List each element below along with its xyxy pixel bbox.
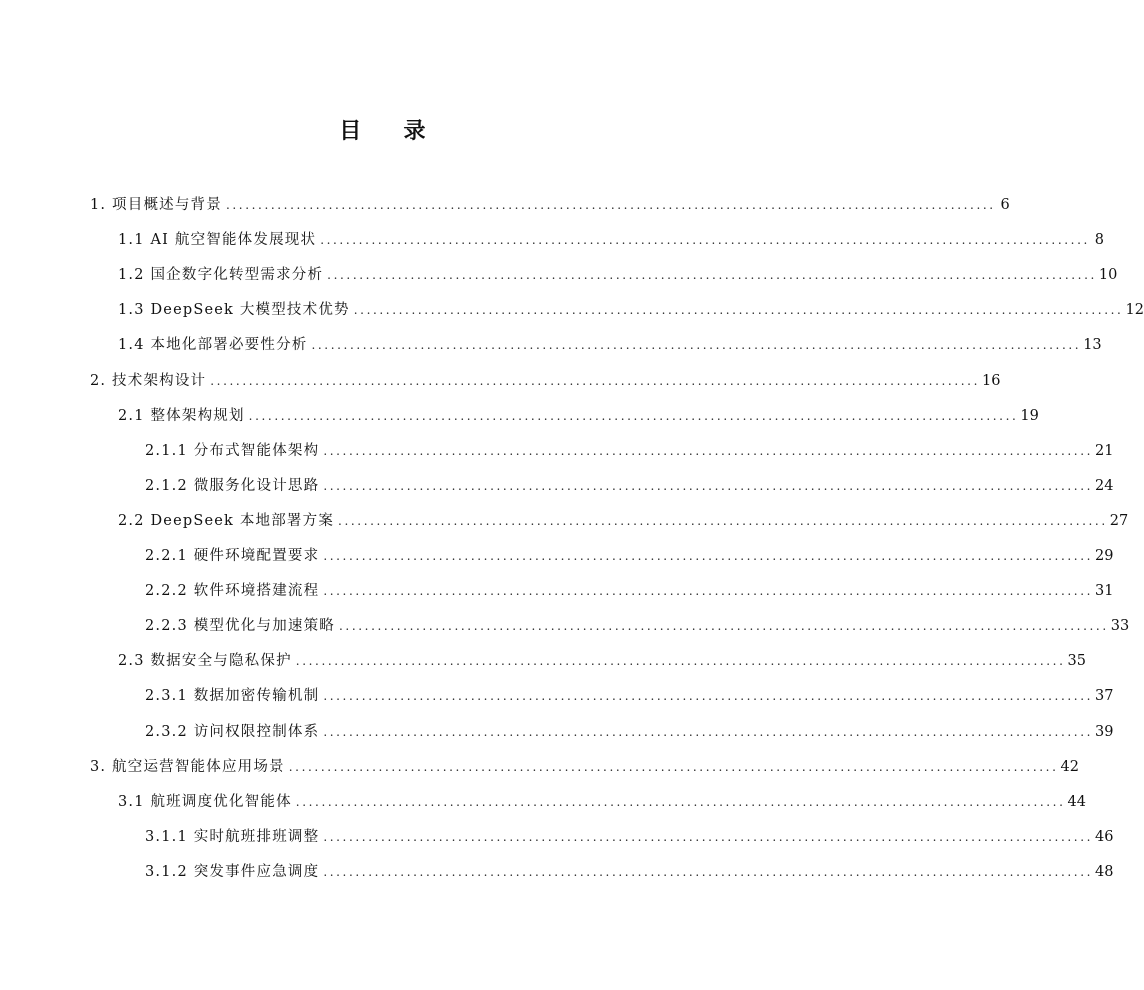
toc-entry-label: 1.1 AI 航空智能体发展现状 (118, 232, 317, 248)
toc-entry-page-number: 29 (1095, 548, 1114, 564)
toc-leader-dots: ........................................................................................................................ (327, 268, 1097, 282)
toc-entry-label: 1. 项目概述与背景 (90, 197, 222, 213)
toc-leader-dots: ........................................................................................................................ (323, 479, 1094, 493)
toc-entry[interactable] (90, 756, 1079, 778)
toc-leader-dots: ........................................................................................................................ (210, 374, 980, 388)
toc-leader-dots: ........................................................................................................................ (339, 619, 1109, 633)
toc-entry[interactable] (118, 405, 1039, 427)
toc-entry-label: 1.2 国企数字化转型需求分析 (118, 267, 324, 283)
toc-entry-label: 2.2.3 模型优化与加速策略 (145, 618, 336, 634)
toc-entry-label: 2.1 整体架构规划 (118, 408, 245, 424)
toc-entry-page-number: 8 (1094, 232, 1104, 248)
toc-entry[interactable] (145, 440, 1114, 462)
toc-entry-label: 3. 航空运营智能体应用场景 (90, 759, 285, 775)
toc-entry[interactable] (118, 264, 1118, 286)
toc-leader-dots: ........................................................................................................................ (248, 409, 1019, 423)
toc-leader-dots: ........................................................................................................................ (323, 865, 1094, 879)
toc-entry[interactable] (145, 475, 1114, 497)
toc-entry-page-number: 42 (1060, 759, 1079, 775)
toc-entry-page-number: 16 (981, 373, 1001, 389)
toc-entry[interactable] (118, 510, 1129, 532)
toc-entry-page-number: 31 (1095, 583, 1114, 599)
toc-title (0, 114, 765, 145)
toc-leader-dots: ........................................................................................................................ (338, 514, 1108, 528)
toc-entry-label: 2.1.1 分布式智能体架构 (145, 443, 320, 459)
toc-entry-page-number: 37 (1095, 688, 1114, 704)
toc-entry-label: 2. 技术架构设计 (90, 373, 207, 389)
toc-entry-label: 2.2.2 软件环境搭建流程 (145, 583, 320, 599)
toc-entry-label: 2.3.1 数据加密传输机制 (145, 688, 320, 704)
toc-leader-dots: ........................................................................................................................ (323, 830, 1094, 844)
toc-entry-label: 2.3.2 访问权限控制体系 (145, 724, 320, 740)
toc-entry[interactable] (118, 650, 1086, 672)
toc-leader-dots: ........................................................................................................................ (225, 198, 996, 212)
toc-entry-page-number: 39 (1095, 724, 1114, 740)
toc-leader-dots: ........................................................................................................................ (323, 725, 1094, 739)
toc-entry-page-number: 6 (1000, 197, 1010, 213)
toc-leader-dots: ........................................................................................................................ (311, 338, 1082, 352)
toc-entry-label: 3.1.1 实时航班排班调整 (145, 829, 320, 845)
toc-entry[interactable] (145, 615, 1130, 637)
toc-leader-dots: ........................................................................................................................ (323, 549, 1094, 563)
toc-entry[interactable] (145, 826, 1114, 848)
toc-entry-label: 2.2 DeepSeek 本地部署方案 (118, 513, 335, 529)
toc-entry-label: 1.4 本地化部署必要性分析 (118, 337, 308, 353)
toc-entry-page-number: 21 (1095, 443, 1114, 459)
toc-leader-dots: ........................................................................................................................ (353, 303, 1124, 317)
toc-entry[interactable] (145, 580, 1114, 602)
toc-entry-page-number: 19 (1020, 408, 1039, 424)
toc-entry[interactable] (90, 194, 1010, 216)
toc-entry-label: 1.3 DeepSeek 大模型技术优势 (118, 302, 350, 318)
toc-entry[interactable] (118, 334, 1102, 356)
toc-entry[interactable] (145, 545, 1114, 567)
toc-entry[interactable] (145, 685, 1114, 707)
toc-entry-page-number: 10 (1098, 267, 1118, 283)
toc-title-char: 录 (403, 119, 426, 144)
toc-leader-dots: ........................................................................................................................ (288, 760, 1059, 774)
toc-entry-label: 2.3 数据安全与隐私保护 (118, 653, 292, 669)
toc-entry-page-number: 12 (1125, 302, 1144, 318)
toc-entry[interactable] (118, 299, 1144, 321)
toc-entry-page-number: 35 (1067, 653, 1086, 669)
toc-entry[interactable] (118, 229, 1104, 251)
toc-entry-page-number: 48 (1095, 864, 1114, 880)
toc-entry[interactable] (145, 721, 1114, 743)
toc-leader-dots: ........................................................................................................................ (295, 795, 1066, 809)
toc-entry-page-number: 13 (1083, 337, 1102, 353)
toc-entry-page-number: 33 (1110, 618, 1130, 634)
toc-entry-label: 2.2.1 硬件环境配置要求 (145, 548, 320, 564)
toc-entry-page-number: 27 (1109, 513, 1129, 529)
toc-title-char: 目 (339, 119, 362, 144)
toc-entry-label: 3.1.2 突发事件应急调度 (145, 864, 320, 880)
toc-leader-dots: ........................................................................................................................ (323, 444, 1094, 458)
toc-leader-dots: ........................................................................................................................ (323, 689, 1094, 703)
toc-entry-label: 2.1.2 微服务化设计思路 (145, 478, 320, 494)
toc-entry[interactable] (145, 861, 1114, 883)
toc-entry-label: 3.1 航班调度优化智能体 (118, 794, 292, 810)
toc-entry[interactable] (118, 791, 1086, 813)
toc-entry-page-number: 24 (1095, 478, 1114, 494)
toc-leader-dots: ........................................................................................................................ (295, 654, 1066, 668)
toc-entry[interactable] (90, 370, 1001, 392)
toc-entry-page-number: 46 (1095, 829, 1114, 845)
toc-leader-dots: ........................................................................................................................ (320, 233, 1090, 247)
toc-entry-page-number: 44 (1067, 794, 1086, 810)
toc-leader-dots: ........................................................................................................................ (323, 584, 1094, 598)
